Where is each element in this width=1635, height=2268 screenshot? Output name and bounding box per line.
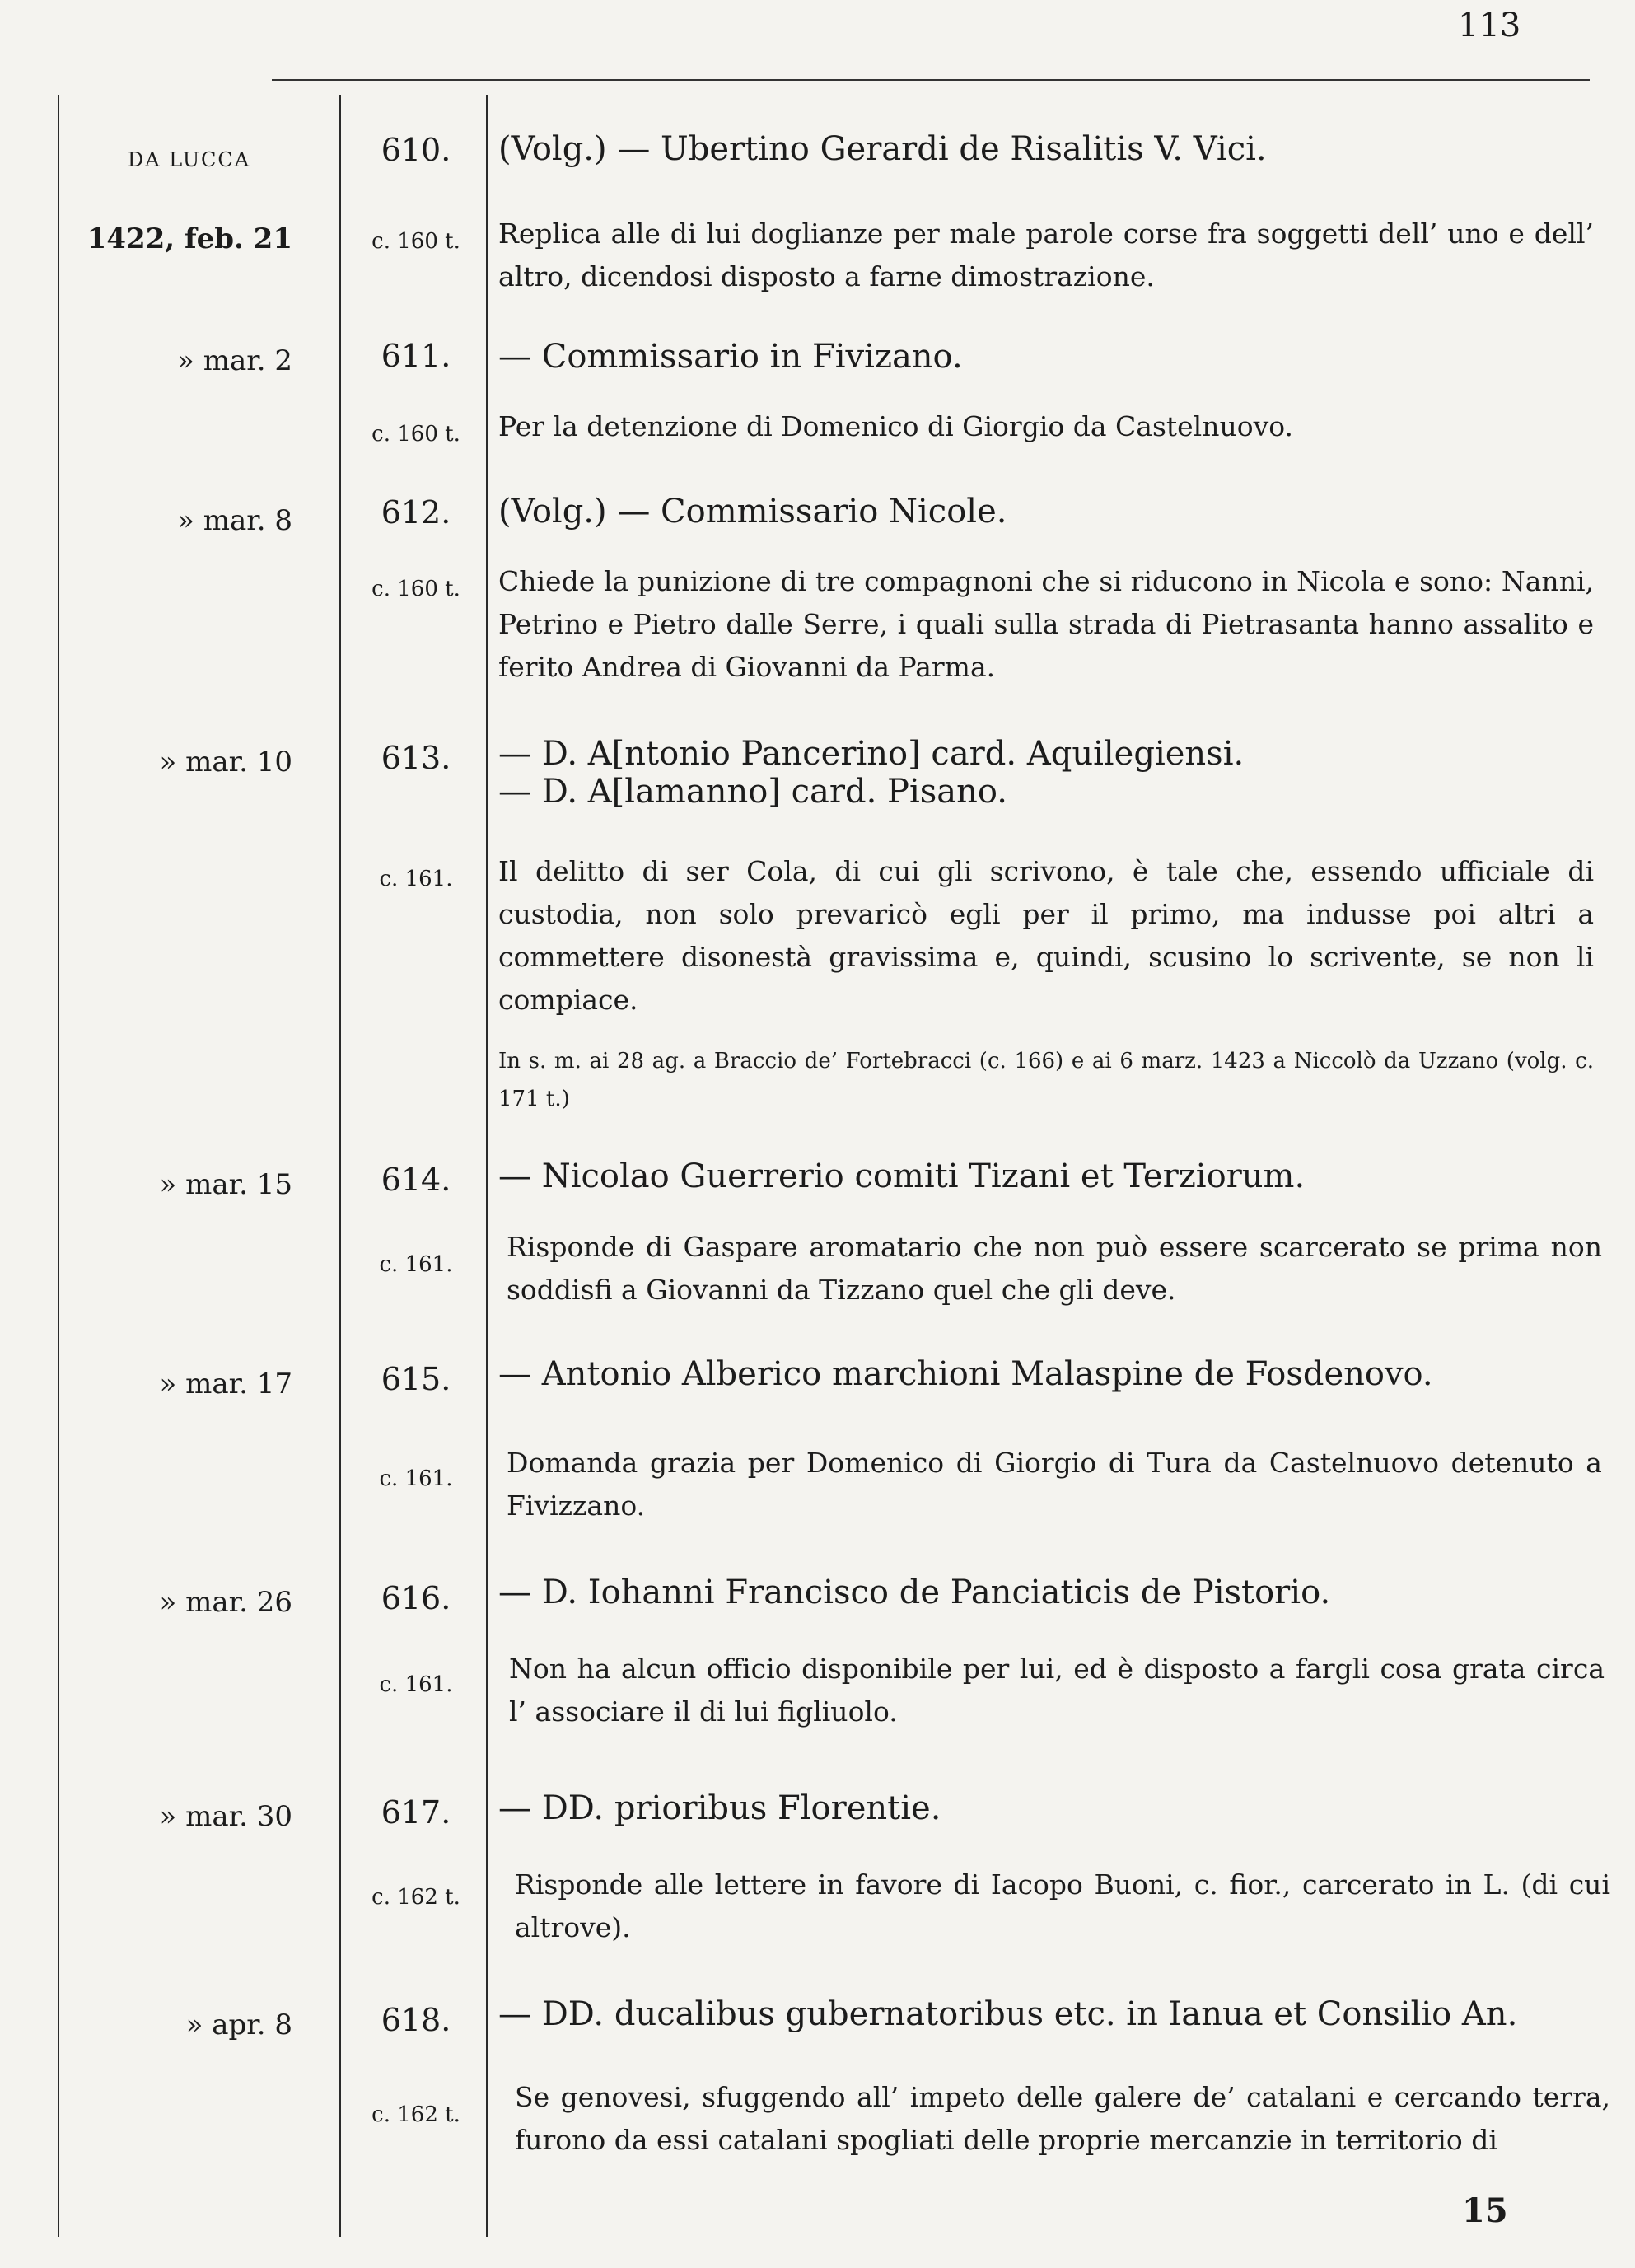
- entry-date: » mar. 15: [159, 1168, 292, 1201]
- entry-text: Replica alle di lui doglianze per male parole corse fra soggetti dell’ uno e dell’ altro, dicendosi disposto a farne dimostrazione.: [498, 217, 1594, 292]
- entry-folio: c. 161.: [379, 1252, 453, 1277]
- entry-folio: c. 162 t.: [371, 1885, 460, 1910]
- entry-folio: c. 162 t.: [371, 2102, 460, 2127]
- entry-note: In s. m. ai 28 ag. a Braccio de’ Fortebracci (c. 166) e ai 6 marz. 1423 a Niccolò da Uzzano (volg. c. 171 t.): [498, 1049, 1594, 1111]
- entry-date: » mar. 8: [177, 504, 292, 537]
- entry-heading: — DD. ducalibus gubernatoribus etc. in Ianua et Consilio An.: [498, 1995, 1518, 2033]
- entry-number: 618.: [381, 2002, 451, 2038]
- entry-date: » mar. 30: [159, 1800, 292, 1833]
- entry-date: » mar. 10: [159, 746, 292, 779]
- entry-heading-second: — D. A[lamanno] card. Pisano.: [498, 773, 1007, 811]
- entry-heading: — Antonio Alberico marchioni Malaspine de Fosdenovo.: [498, 1355, 1433, 1393]
- entry-date: » apr. 8: [185, 2008, 292, 2041]
- entry-folio: c. 160 t.: [371, 422, 460, 447]
- entry-heading: — D. A[ntonio Pancerino] card. Aquilegiensi.: [498, 735, 1245, 773]
- entry-text: Se genovesi, sfuggendo all’ impeto delle galere de’ catalani e cercando terra, furono da essi catalani spogliati delle proprie mercanzie in territorio di: [515, 2081, 1610, 2156]
- entry-folio: c. 160 t.: [371, 229, 460, 254]
- entry-heading: (Volg.) — Ubertino Gerardi de Risalitis V. Vici.: [498, 130, 1267, 168]
- entry-folio: c. 161.: [379, 1672, 453, 1697]
- entry-number: 614.: [381, 1162, 451, 1198]
- entry-number: 610.: [381, 132, 451, 168]
- entry-text: Domanda grazia per Domenico di Giorgio di Tura da Castelnuovo detenuto a Fivizzano.: [507, 1447, 1602, 1522]
- entry-number: 616.: [381, 1580, 451, 1616]
- entry-heading: — D. Iohanni Francisco de Panciaticis de Pistorio.: [498, 1574, 1331, 1611]
- header-rule: [272, 79, 1590, 81]
- page-number: 113: [1458, 7, 1521, 44]
- entry-number: 615.: [381, 1361, 451, 1397]
- column-rule-left: [58, 95, 59, 2237]
- entry-text: Non ha alcun officio disponibile per lui, ed è disposto a fargli cosa grata circa l’ associare il di lui figliuolo.: [509, 1653, 1605, 1728]
- entry-number: 613.: [381, 740, 451, 776]
- entry-date: » mar. 26: [159, 1586, 292, 1619]
- entry-number: 617.: [381, 1794, 451, 1831]
- entry-folio: c. 161.: [379, 1466, 453, 1491]
- signature-mark: 15: [1462, 2191, 1508, 2230]
- entry-folio: c. 161.: [379, 867, 453, 891]
- entry-text: Per la detenzione di Domenico di Giorgio da Castelnuovo.: [498, 410, 1294, 442]
- entry-heading: (Volg.) — Commissario Nicole.: [498, 493, 1007, 531]
- entry-heading: — Nicolao Guerrerio comiti Tizani et Terziorum.: [498, 1157, 1306, 1195]
- entry-text: Risponde alle lettere in favore di Iacopo Buoni, c. fior., carcerato in L. (di cui altrove).: [515, 1868, 1610, 1943]
- entry-heading: — Commissario in Fivizano.: [498, 338, 963, 376]
- column-rule-right: [486, 95, 488, 2237]
- entry-date: » mar. 2: [177, 344, 292, 377]
- entry-folio: c. 160 t.: [371, 577, 460, 601]
- column-rule-middle: [339, 95, 341, 2237]
- entry-date: 1422, feb. 21: [86, 222, 292, 255]
- entry-text: Chiede la punizione di tre compagnoni che si riducono in Nicola e sono: Nanni, Petrino e Pietro dalle Serre, i quali sulla strada di Pietrasanta hanno assalito e ferito Andrea di Giovanni da Parma.: [498, 565, 1594, 683]
- entry-number: 611.: [381, 338, 451, 374]
- entry-date: » mar. 17: [159, 1368, 292, 1401]
- running-header: DA LUCCA: [128, 148, 251, 171]
- entry-text: Risponde di Gaspare aromatario che non può essere scarcerato se prima non soddisfi a Giovanni da Tizzano quel che gli deve.: [507, 1231, 1602, 1306]
- entry-heading: — DD. prioribus Florentie.: [498, 1789, 941, 1827]
- entry-number: 612.: [381, 494, 451, 531]
- entry-text: Il delitto di ser Cola, di cui gli scrivono, è tale che, essendo ufficiale di custodia, non solo prevaricò egli per il primo, ma indusse poi altri a commettere disonestà gravissima e, quindi, scusino lo scrivente, se non li compiace.: [498, 855, 1594, 1016]
